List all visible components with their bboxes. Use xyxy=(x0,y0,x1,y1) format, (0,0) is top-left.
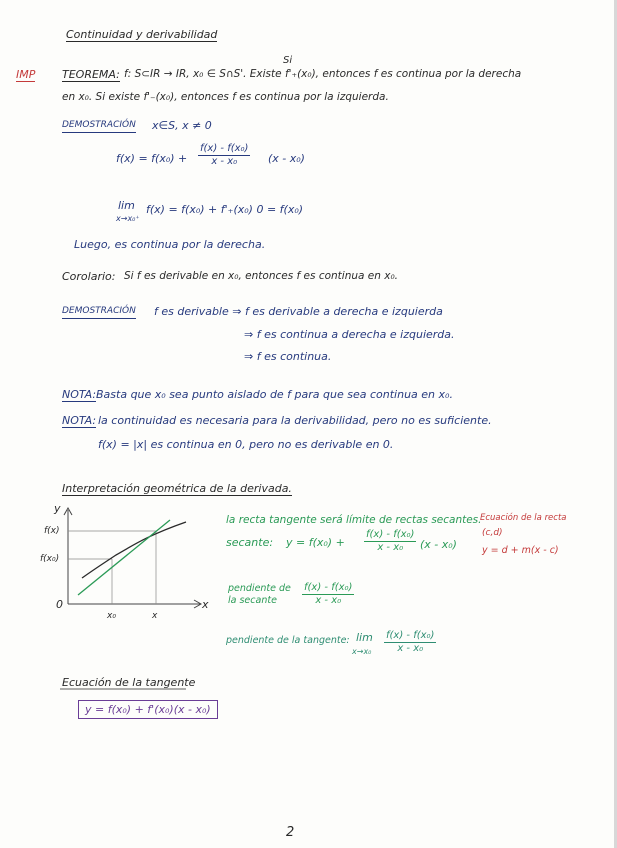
demo-label-1: DEMOSTRACIÓN xyxy=(62,119,136,133)
theorem-line-1: f: S⊂IR → IR, x₀ ∈ S∩S'. Existe f'₊(x₀), entonces f es continua por la derecha xyxy=(124,68,522,80)
y-axis-label: y xyxy=(54,502,61,515)
origin-label: 0 xyxy=(56,598,63,611)
section-title-continuity: Continuidad y derivabilidad xyxy=(66,28,218,41)
x-tick-label: x xyxy=(152,611,158,621)
demo2-line-2: ⇒ f es continua a derecha e izquierda. xyxy=(244,328,455,341)
nota1-text: Basta que x₀ sea punto aislado de f para que sea continua en x₀. xyxy=(96,388,453,401)
limit-subscript-2: x→x₀ xyxy=(352,647,372,656)
nota1-label: NOTA: xyxy=(62,388,97,401)
theorem-line-2: en x₀. Si existe f'₋(x₀), entonces f es continua por la izquierda. xyxy=(62,91,389,103)
slope-secant-label-2: la secante xyxy=(228,595,277,606)
demo2-line-3: ⇒ f es continua. xyxy=(244,350,332,363)
slope-tangent-numerator: f(x) - f(x₀) xyxy=(386,630,435,641)
secant-eq-tail: (x - x₀) xyxy=(420,538,457,551)
x0-tick-label: x₀ xyxy=(107,611,116,621)
slope-tangent-label: pendiente de la tangente: xyxy=(226,635,350,646)
limit-word-2: lim xyxy=(356,631,373,644)
corollary-text: Si f es derivable en x₀, entonces f es continua en x₀. xyxy=(124,270,398,282)
slope-secant-label-1: pendiente de xyxy=(228,583,291,594)
eq1-denominator: x - x₀ xyxy=(211,156,238,167)
slope-tangent-denominator: x - x₀ xyxy=(397,643,424,654)
demo-condition: x∈S, x ≠ 0 xyxy=(152,119,212,132)
secant-line-1: la recta tangente será límite de rectas secantes. xyxy=(226,514,482,526)
tangent-equation-box: y = f(x₀) + f'(x₀)(x - x₀) xyxy=(78,700,218,719)
slope-secant-denominator: x - x₀ xyxy=(315,595,342,606)
secant-numerator: f(x) - f(x₀) xyxy=(366,529,415,540)
nota2-example: f(x) = |x| es continua en 0, pero no es derivable en 0. xyxy=(98,438,394,451)
corollary-label: Corolario: xyxy=(62,270,116,283)
page-number: 2 xyxy=(286,825,295,840)
eq1-lhs: f(x) = f(x₀) + xyxy=(116,152,188,165)
section-title-geometric: Interpretación geométrica de la derivada. xyxy=(62,482,292,495)
eq1-tail: (x - x₀) xyxy=(268,152,305,165)
eq2: f(x) = f(x₀) + f'₊(x₀) 0 = f(x₀) xyxy=(146,203,304,216)
eq1-numerator: f(x) - f(x₀) xyxy=(200,143,249,154)
superscript-si: Si xyxy=(283,55,293,66)
line-eq-formula: y = d + m(x - c) xyxy=(482,545,559,556)
section-title-tangent: Ecuación de la tangente xyxy=(62,676,196,689)
demo1-conclusion: Luego, es continua por la derecha. xyxy=(74,238,266,251)
secant-denominator: x - x₀ xyxy=(377,542,404,553)
limit-word-1: lim xyxy=(118,199,135,212)
demo-label-2: DEMOSTRACIÓN xyxy=(62,305,136,319)
line-eq-title: Ecuación de la recta xyxy=(480,513,567,523)
line-eq-point: (c,d) xyxy=(482,528,503,538)
nota2-label: NOTA: xyxy=(62,414,97,427)
slope-secant-fraction xyxy=(302,582,354,607)
limit-subscript-1: x→x₀⁺ xyxy=(116,214,140,223)
theorem-label: TEOREMA: xyxy=(62,68,120,81)
fx-label: f(x) xyxy=(44,526,60,536)
slope-secant-numerator: f(x) - f(x₀) xyxy=(304,582,353,593)
nota2-text: la continuidad es necesaria para la derivabilidad, pero no es suficiente. xyxy=(98,414,492,427)
x-axis-label: x xyxy=(202,598,209,611)
secant-label: secante: xyxy=(226,536,274,549)
slope-tangent-fraction xyxy=(384,630,436,655)
secant-eq-lhs: y = f(x₀) + xyxy=(286,536,345,549)
fx0-label: f(x₀) xyxy=(40,554,60,564)
important-tag: IMP xyxy=(16,68,36,81)
demo2-line-1: f es derivable ⇒ f es derivable a derecha e izquierda xyxy=(154,305,443,318)
secant-fraction xyxy=(364,529,416,554)
